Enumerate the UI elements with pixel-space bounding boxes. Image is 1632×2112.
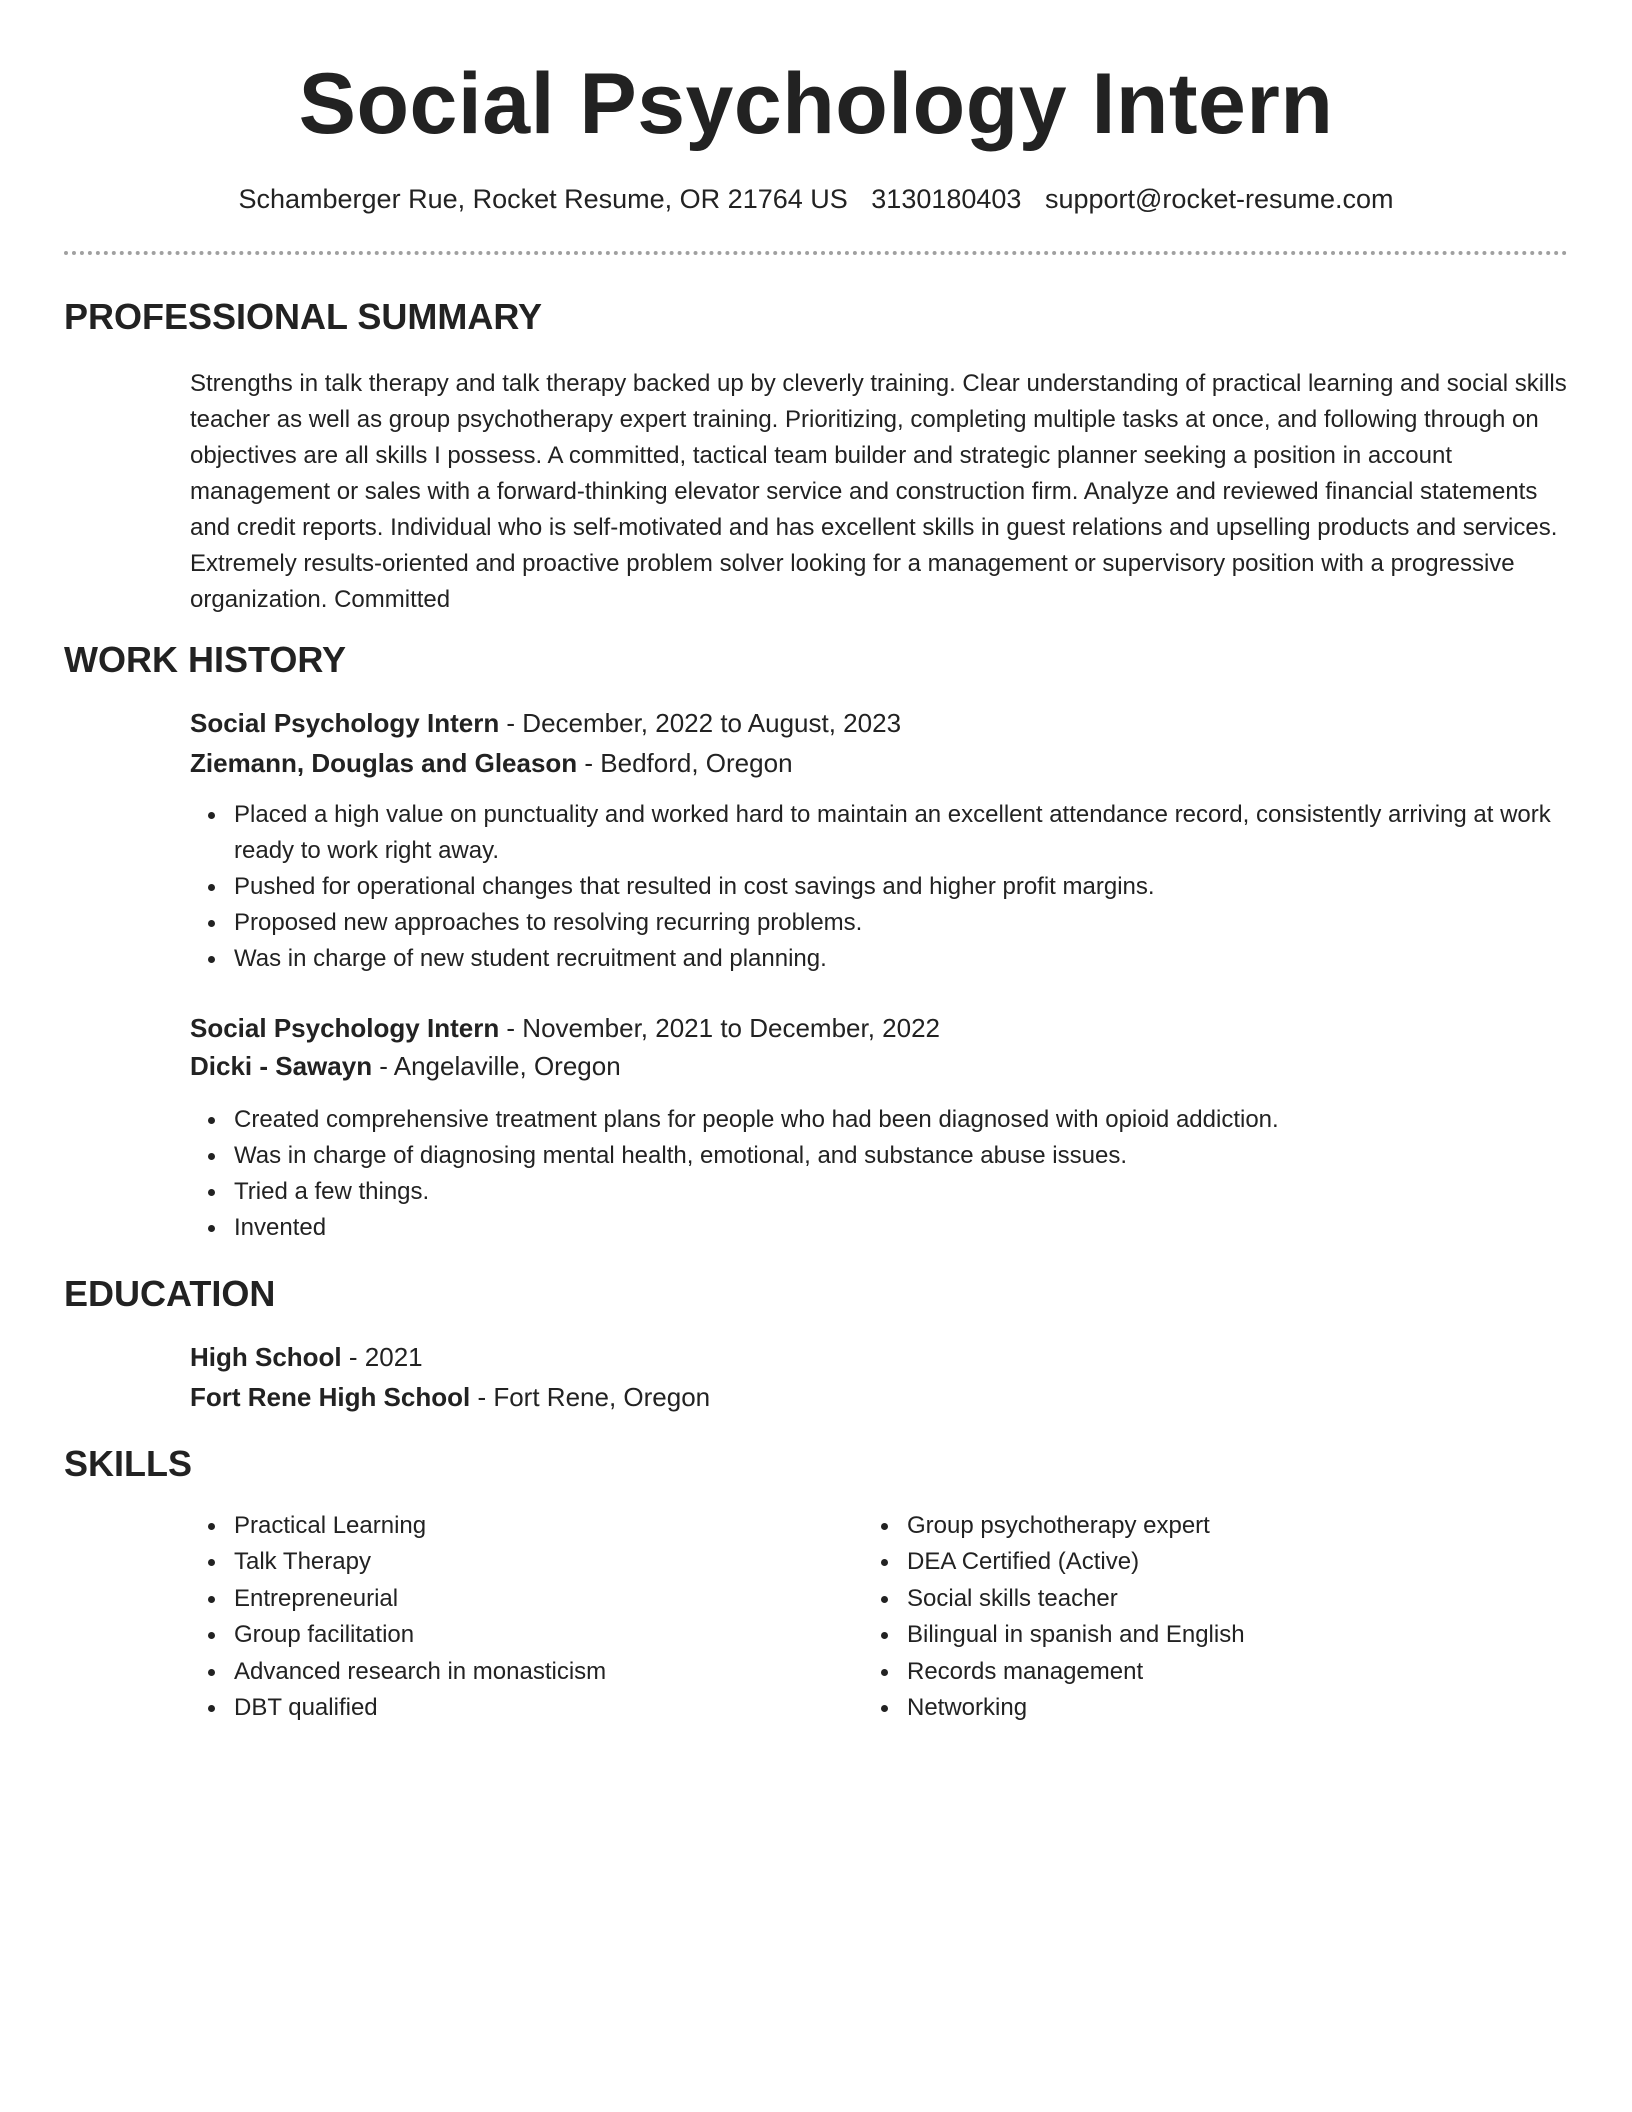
- job-2-company: Dicki - Sawayn: [190, 1051, 373, 1081]
- list-item: Networking: [907, 1690, 1567, 1726]
- list-item: Group psychotherapy expert: [907, 1508, 1567, 1544]
- contact-line: [0, 181, 1632, 217]
- list-item: Records management: [907, 1654, 1567, 1690]
- contact-phone: 3130180403: [871, 184, 1022, 214]
- resume-name: Social Psychology Intern: [298, 56, 1334, 152]
- education-school-line: [190, 1379, 710, 1415]
- contact-address: Schamberger Rue, Rocket Resume, OR 21764 US: [238, 184, 848, 214]
- education-degree-line: [190, 1339, 423, 1375]
- list-item: Pushed for operational changes that resulted in cost savings and higher profit margins.: [234, 869, 1614, 905]
- job-1-title-line: [190, 705, 901, 741]
- list-item: Entrepreneurial: [234, 1581, 854, 1617]
- list-item: Social skills teacher: [907, 1581, 1567, 1617]
- section-title-education: EDUCATION: [64, 1273, 276, 1314]
- job-2-company-line: [190, 1048, 621, 1084]
- list-item: Invented: [234, 1210, 1614, 1246]
- list-item: Advanced research in monasticism: [234, 1654, 854, 1690]
- summary-text: Strengths in talk therapy and talk therapy backed up by cleverly training. Clear understanding of practical learning and social skills teacher as well as group psychotherapy expert training. Prioritizing, completing multiple tasks at once, and following through on objectives are all skills I possess. A committed, tactical team builder and strategic planner seeking a position in account management or sales with a forward-thinking elevator service and construction firm. Analyze and reviewed financial statements and credit reports. Individual who is self-motivated and has excellent skills in guest relations and upselling products and services. Extremely results-oriented and proactive problem solver looking for a management or supervisory position with a progressive organization. Committed: [190, 370, 1567, 613]
- list-item: Practical Learning: [234, 1508, 854, 1544]
- skills-list-right: [863, 1508, 1567, 1726]
- job-1-bullets: [190, 797, 1614, 977]
- list-item: Created comprehensive treatment plans for people who had been diagnosed with opioid addiction.: [234, 1102, 1614, 1138]
- education-school: Fort Rene High School: [190, 1382, 471, 1412]
- job-1-location: - Bedford, Oregon: [577, 748, 793, 778]
- list-item: Group facilitation: [234, 1617, 854, 1653]
- job-2-location: - Angelaville, Oregon: [372, 1051, 621, 1081]
- job-1-title: Social Psychology Intern: [190, 708, 500, 738]
- skills-list-left: [190, 1508, 854, 1726]
- list-item: Was in charge of diagnosing mental health, emotional, and substance abuse issues.: [234, 1138, 1614, 1174]
- list-item: DBT qualified: [234, 1690, 854, 1726]
- job-1-company-line: [190, 745, 793, 781]
- job-2-title-line: [190, 1010, 940, 1046]
- list-item: Placed a high value on punctuality and worked hard to maintain an excellent attendance record, consistently arriving at work ready to work right away.: [234, 797, 1614, 869]
- education-location: - Fort Rene, Oregon: [470, 1382, 711, 1412]
- section-title-skills: SKILLS: [64, 1443, 193, 1484]
- job-1-company: Ziemann, Douglas and Gleason: [190, 748, 578, 778]
- education-year: - 2021: [341, 1342, 423, 1372]
- list-item: Bilingual in spanish and English: [907, 1617, 1567, 1653]
- section-title-summary: PROFESSIONAL SUMMARY: [64, 296, 543, 337]
- header-divider: [64, 251, 1568, 255]
- education-degree: High School: [190, 1342, 342, 1372]
- list-item: Talk Therapy: [234, 1544, 854, 1580]
- list-item: Was in charge of new student recruitment and planning.: [234, 941, 1614, 977]
- section-title-work-history: WORK HISTORY: [64, 639, 347, 680]
- list-item: DEA Certified (Active): [907, 1544, 1567, 1580]
- job-2-dates: - November, 2021 to December, 2022: [499, 1013, 941, 1043]
- list-item: Tried a few things.: [234, 1174, 1614, 1210]
- contact-email: support@rocket-resume.com: [1044, 184, 1394, 214]
- job-2-bullets: [190, 1102, 1614, 1246]
- job-2-title: Social Psychology Intern: [190, 1013, 500, 1043]
- list-item: Proposed new approaches to resolving recurring problems.: [234, 905, 1614, 941]
- job-1-dates: - December, 2022 to August, 2023: [499, 708, 902, 738]
